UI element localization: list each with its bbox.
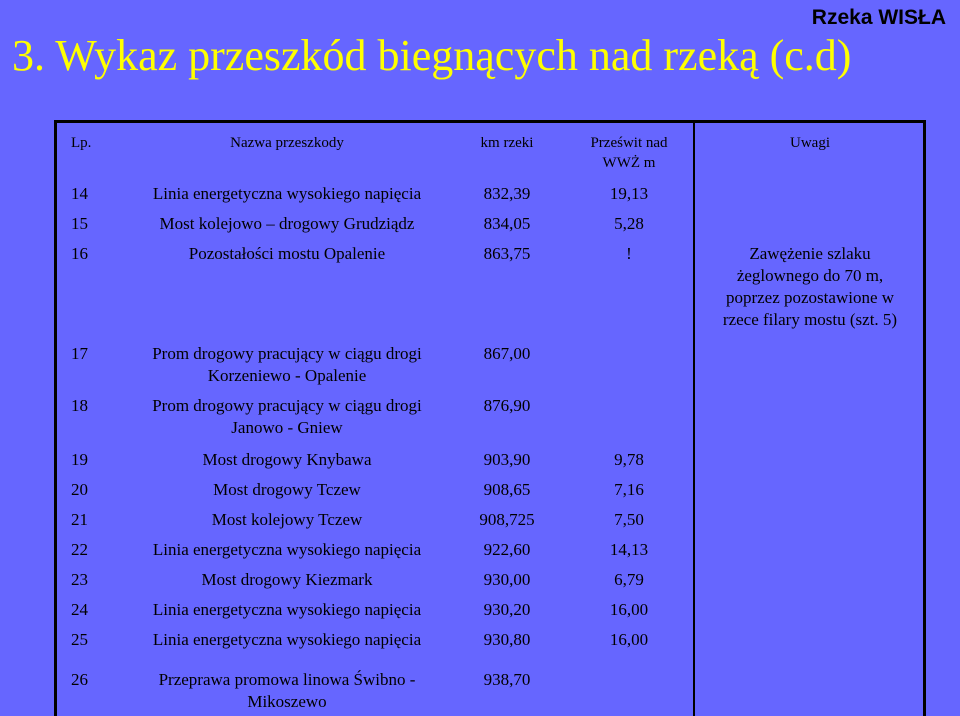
row-name-line: Most kolejowy Tczew [211,510,363,529]
row-km: 930,20 [483,600,531,619]
row-name-line: Prom drogowy pracujący w ciągu drogi [152,344,422,363]
notes-column-divider [693,123,695,716]
header-clearance: Prześwit nad WWŻ m [590,135,668,171]
row-lp: 24 [71,600,88,619]
row-clearance: 16,00 [609,600,649,619]
row-lp: 17 [71,344,88,363]
row-km: 834,05 [483,214,531,233]
page-title: 3. Wykaz przeszkód biegnących nad rzeką (c.d) [12,31,852,80]
row-clearance: 7,50 [614,510,644,529]
row-clearance: 16,00 [609,630,649,649]
row-notes-line: rzece filary mostu (szt. 5) [722,310,898,329]
row-name [137,629,437,651]
row-name [137,669,437,713]
row-name-line: Most drogowy Knybawa [202,450,372,469]
row-lp: 21 [71,510,88,529]
row-km: 908,65 [483,480,531,499]
row-name-line: Linia energetyczna wysokiego napięcia [152,600,422,619]
header-km: km rzeki [480,135,534,151]
row-name [137,395,437,439]
brand-label: Rzeka WISŁA [811,6,946,29]
obstacles-table [54,120,926,716]
row-lp: 22 [71,540,88,559]
row-name [137,213,437,235]
header-notes: Uwagi [790,135,830,151]
row-clearance: 6,79 [614,570,644,589]
row-lp: 19 [71,450,88,469]
row-clearance: 14,13 [609,540,649,559]
row-name-line: Linia energetyczna wysokiego napięcia [152,540,422,559]
row-clearance: 7,16 [614,480,644,499]
row-lp: 25 [71,630,88,649]
row-km: 863,75 [483,244,531,263]
header-lp: Lp. [71,135,92,151]
row-name [137,449,437,471]
row-km: 876,90 [483,396,531,415]
row-notes-line: żeglownego do 70 m, [736,266,884,285]
row-name-line: Most drogowy Tczew [213,480,361,499]
row-lp: 14 [71,184,88,203]
row-km: 908,725 [479,510,535,529]
row-km: 930,00 [483,570,531,589]
row-km: 922,60 [483,540,531,559]
row-name [137,569,437,591]
row-lp: 20 [71,480,88,499]
row-name-line: Most drogowy Kiezmark [201,570,373,589]
row-name-line: Przeprawa promowa linowa Świbno - [158,670,416,689]
row-km: 938,70 [483,670,531,689]
row-name-line: Linia energetyczna wysokiego napięcia [152,184,422,203]
row-name-line: Janowo - Gniew [231,418,343,437]
row-name [137,539,437,561]
row-km: 903,90 [483,450,531,469]
row-name [137,599,437,621]
row-km: 930,80 [483,630,531,649]
row-notes-line: Zawężenie szlaku [749,244,871,263]
row-clearance: 19,13 [609,184,649,203]
row-notes-line: poprzez pozostawione w [725,288,895,307]
row-name [137,343,437,387]
row-name-line: Prom drogowy pracujący w ciągu drogi [152,396,422,415]
row-name-line: Korzeniewo - Opalenie [207,366,367,385]
row-km: 832,39 [483,184,531,203]
row-clearance: 5,28 [614,214,644,233]
row-name [137,479,437,501]
row-clearance: ! [626,244,632,263]
row-lp: 18 [71,396,88,415]
row-name [137,183,437,205]
row-name-line: Pozostałości mostu Opalenie [188,244,386,263]
row-km: 867,00 [483,344,531,363]
row-name [137,243,437,265]
row-lp: 23 [71,570,88,589]
row-lp: 26 [71,670,88,689]
row-name [137,509,437,531]
row-notes [695,243,925,331]
row-clearance: 9,78 [614,450,644,469]
row-name-line: Most kolejowo – drogowy Grudziądz [159,214,415,233]
row-name-line: Mikoszewo [247,692,327,711]
row-lp: 15 [71,214,88,233]
header-name: Nazwa przeszkody [230,135,344,151]
row-lp: 16 [71,244,88,263]
row-name-line: Linia energetyczna wysokiego napięcia [152,630,422,649]
